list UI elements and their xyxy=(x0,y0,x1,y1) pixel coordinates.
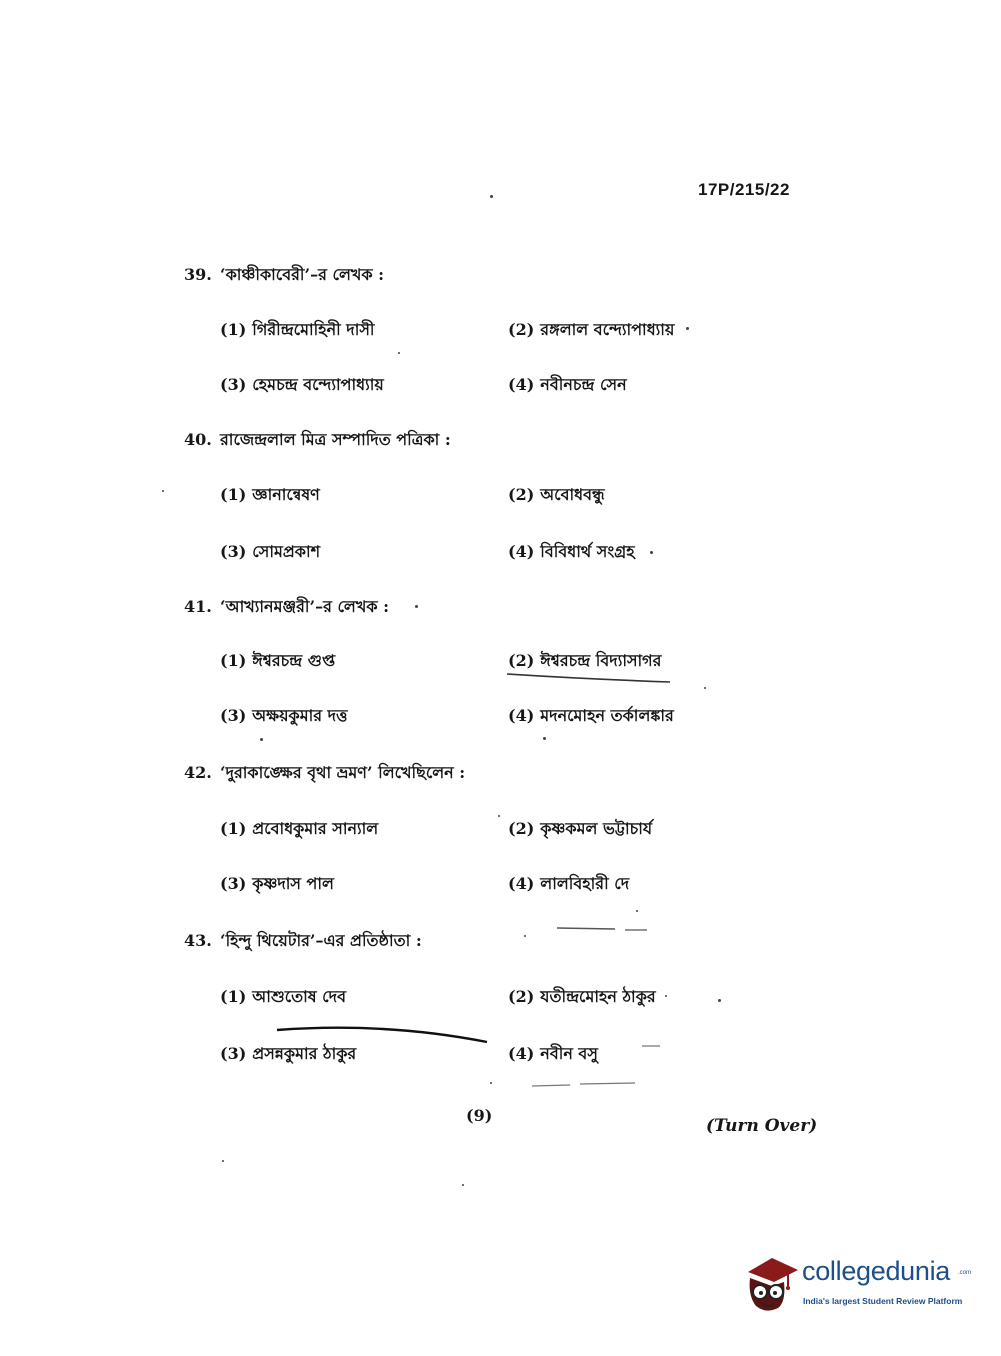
scan-speck xyxy=(498,815,500,817)
option-42-2 xyxy=(508,816,652,843)
question-40 xyxy=(184,427,451,454)
option-number: (2) xyxy=(508,320,535,339)
option-text: বিবিধার্থ সংগ্রহ xyxy=(540,542,635,561)
question-text: ‘দুরাকাঙ্ক্ষের বৃথা ভ্রমণ’ লিখেছিলেন : xyxy=(220,763,466,782)
scan-speck xyxy=(415,605,418,608)
scan-dash-mark xyxy=(640,1042,662,1050)
option-40-4 xyxy=(508,539,635,566)
turn-over-note: (Turn Over) xyxy=(706,1116,818,1136)
option-number: (3) xyxy=(220,542,247,561)
scan-speck xyxy=(260,738,263,741)
pen-stroke-mark xyxy=(275,1024,490,1046)
option-43-4 xyxy=(508,1041,598,1068)
scan-speck xyxy=(718,999,721,1002)
option-text: আশুতোষ দেব xyxy=(252,987,346,1006)
option-text: যতীন্দ্রমোহন ঠাকুর xyxy=(540,987,656,1006)
option-41-4 xyxy=(508,703,674,730)
option-39-1 xyxy=(220,317,375,344)
option-text: জ্ঞানান্বেষণ xyxy=(252,485,320,504)
option-number: (1) xyxy=(220,651,247,670)
brand-tagline: India's largest Student Review Platform xyxy=(803,1296,963,1306)
scan-speck xyxy=(462,1184,464,1186)
option-text: ঈশ্বরচন্দ্র গুপ্ত xyxy=(252,651,336,670)
option-text: অক্ষয়কুমার দত্ত xyxy=(252,706,348,725)
scan-speck xyxy=(704,687,706,689)
question-number: 43. xyxy=(184,931,212,950)
mascot-icon xyxy=(742,1252,800,1314)
option-41-3 xyxy=(220,703,347,730)
option-40-3 xyxy=(220,539,320,566)
option-text: প্রবোধকুমার সান্যাল xyxy=(252,819,379,838)
option-number: (2) xyxy=(508,651,535,670)
question-number: 39. xyxy=(184,265,212,284)
option-number: (3) xyxy=(220,375,247,394)
option-number: (1) xyxy=(220,320,247,339)
pen-underline-mark xyxy=(505,670,685,686)
option-39-4 xyxy=(508,372,627,399)
question-42 xyxy=(184,760,465,787)
scan-speck xyxy=(222,1160,224,1162)
question-43 xyxy=(184,928,422,955)
question-text: ‘হিন্দু থিয়েটার’–এর প্রতিষ্ঠাতা : xyxy=(220,931,422,950)
brand-name: collegedunia xyxy=(802,1256,951,1286)
option-text: হেমচন্দ্র বন্দ্যোপাধ্যায় xyxy=(252,375,384,394)
option-text: সোমপ্রকাশ xyxy=(252,542,321,561)
option-40-1 xyxy=(220,482,320,509)
option-number: (3) xyxy=(220,1044,247,1063)
option-43-2 xyxy=(508,984,656,1011)
option-number: (2) xyxy=(508,819,535,838)
question-39 xyxy=(184,262,384,289)
option-number: (3) xyxy=(220,706,247,725)
page-number: (9) xyxy=(466,1106,493,1125)
option-number: (4) xyxy=(508,706,535,725)
paper-code: 17P/215/22 xyxy=(698,180,790,199)
option-39-3 xyxy=(220,372,384,399)
option-text: কৃষ্ণদাস পাল xyxy=(252,874,334,893)
question-number: 40. xyxy=(184,430,212,449)
option-42-4 xyxy=(508,871,629,898)
option-text: প্রসন্নকুমার ঠাকুর xyxy=(252,1044,357,1063)
option-text: অবোধবন্ধু xyxy=(540,485,605,504)
option-text: নবীন বসু xyxy=(540,1044,598,1063)
option-text: গিরীন্দ্রমোহিনী দাসী xyxy=(252,320,375,339)
option-42-3 xyxy=(220,871,334,898)
scan-speck xyxy=(636,910,638,912)
option-number: (2) xyxy=(508,987,535,1006)
option-number: (1) xyxy=(220,987,247,1006)
option-text: নবীনচন্দ্র সেন xyxy=(540,375,627,394)
scan-speck xyxy=(162,490,164,492)
option-text: মদনমোহন তর্কালঙ্কার xyxy=(540,706,674,725)
option-number: (2) xyxy=(508,485,535,504)
scan-dash-mark xyxy=(555,924,650,934)
scan-speck xyxy=(490,1082,492,1084)
option-39-2 xyxy=(508,317,674,344)
option-42-1 xyxy=(220,816,378,843)
option-number: (4) xyxy=(508,542,535,561)
brand-domain: .com xyxy=(958,1270,972,1276)
option-text: ঈশ্বরচন্দ্র বিদ্যাসাগর xyxy=(540,651,662,670)
option-number: (4) xyxy=(508,375,535,394)
option-number: (4) xyxy=(508,1044,535,1063)
question-number: 42. xyxy=(184,763,212,782)
scan-speck xyxy=(490,195,493,198)
option-number: (3) xyxy=(220,874,247,893)
scan-speck xyxy=(665,995,667,997)
option-41-1 xyxy=(220,648,335,675)
scan-speck xyxy=(398,352,400,354)
question-text: ‘কাঞ্চীকাবেরী’–র লেখক : xyxy=(220,265,385,284)
option-text: কৃষ্ণকমল ভট্টাচার্য xyxy=(540,819,653,838)
option-text: লালবিহারী দে xyxy=(540,874,630,893)
collegedunia-watermark xyxy=(742,1252,972,1318)
option-text: রঙ্গলাল বন্দ্যোপাধ্যায় xyxy=(540,320,675,339)
option-40-2 xyxy=(508,482,605,509)
option-number: (1) xyxy=(220,485,247,504)
option-number: (1) xyxy=(220,819,247,838)
scan-speck xyxy=(686,327,689,330)
scan-speck xyxy=(650,551,653,554)
option-43-1 xyxy=(220,984,346,1011)
option-number: (4) xyxy=(508,874,535,893)
scan-dash-mark xyxy=(530,1080,640,1090)
scan-speck xyxy=(543,737,546,740)
question-41 xyxy=(184,594,389,621)
question-number: 41. xyxy=(184,597,212,616)
scan-speck xyxy=(524,935,526,937)
question-text: ‘আখ্যানমঞ্জরী’–র লেখক : xyxy=(220,597,390,616)
question-text: রাজেন্দ্রলাল মিত্র সম্পাদিত পত্রিকা : xyxy=(220,430,451,449)
